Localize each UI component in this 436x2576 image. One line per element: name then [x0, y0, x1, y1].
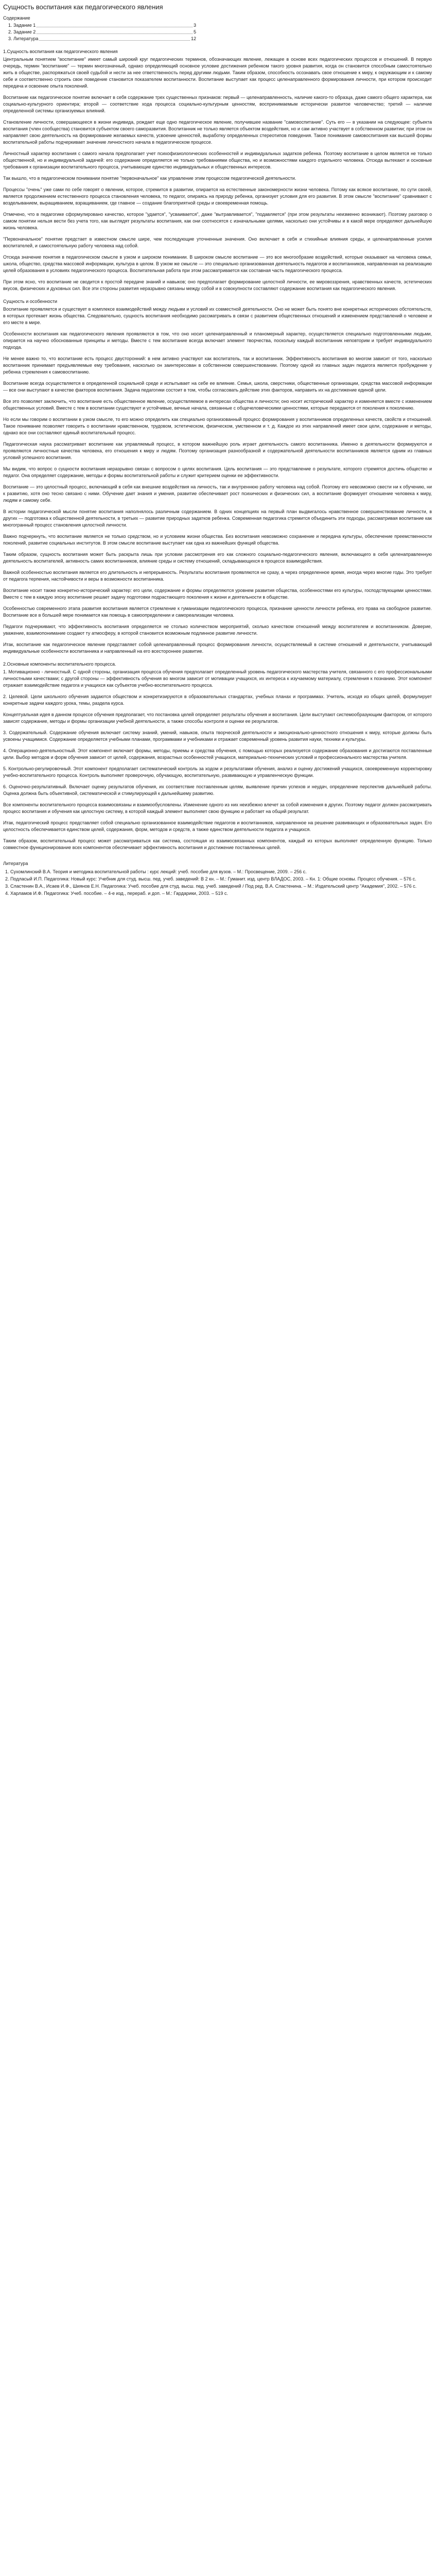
- paragraph: Личностный характер воспитания с самого начала предполагает учет психофизиологических особенностей и индивидуальных задатков ребенка. Поэтому воспитание в целом является не только общественной, но и индивидуальной задачей: его содержание определяется не только требованиями общества, но и возможностями каждого отдельного человека. Отсюда вытекают и основные требования к организации воспитательного процесса, учитывающие единство индивидуальных и общественных интересов.: [3, 151, 432, 170]
- table-of-contents: [3, 22, 432, 42]
- references-list: [3, 869, 432, 897]
- paragraph: Таким образом, воспитательный процесс может рассматриваться как система, состоящая из взаимосвязанных компонентов, каждый из которых выполняет определенную функцию. Только совместное функционирование всех компонентов обеспечивает эффективность воспитания и достижение поставленных целей.: [3, 838, 432, 850]
- paragraph: Итак, воспитание как педагогическое явление представляет собой целенаправленный процесс формирования личности, осуществляемый в системе отношений и деятельности, учитывающий индивидуальные особенности воспитанника и направленный на его всестороннее развитие.: [3, 642, 432, 654]
- paragraph: Особенностью современного этапа развития воспитания является стремление к гуманизации педагогического процесса, признание ценности личности ребенка, его права на свободное развитие. Воспитание все в большей мере понимается как помощь в самоопределении и самореализации человека.: [3, 606, 432, 618]
- toc-entry[interactable]: [3, 36, 196, 42]
- paragraph: Важной особенностью воспитания является его длительность и непрерывность. Результаты воспитания проявляются не сразу, а через определенное время, иногда через многие годы. Это требует от педагога терпения, настойчивости и веры в возможности воспитанника.: [3, 570, 432, 582]
- paragraph: Отсюда значение понятия в педагогическом смысле в узком и широком понимании. В широком смысле воспитание — это все многообразие воздействий, которые оказывают на человека семья, школа, общество, средства массовой информации, культура в целом. В узком же смысле — это специально организованная деятельность педагогов и воспитанников, направленная на реализацию целей образования в условиях педагогического процесса. Воспитательная работа при этом рассматривается как составная часть педагогического процесса.: [3, 255, 432, 273]
- paragraph: При этом ясно, что воспитание не сводится к простой передаче знаний и навыков; оно предполагает формирование целостной личности, ее мировоззрения, нравственных качеств, эстетических вкусов, физических и духовных сил. Все эти стороны развития неразрывно связаны между собой и в совокупности составляют содержание воспитания как педагогического явления.: [3, 279, 432, 291]
- section-heading: 2.Основные компоненты воспитательного процесса.: [3, 662, 116, 667]
- paragraph: Процессы "очень" уже сами по себе говорят о явлении, которое, стремится в развитии, опирается на естественные закономерности жизни человека. Потому как всякое воспитание, по сути своей, является продолжением естественного процесса становления человека, то педагог, опираясь на природу ребенка, организует условия для его развития. В этом смысле "воспитание" сравнивают с возделыванием, выращиванием, взращиванием, где главное — создание благоприятной среды и своевременная помощь.: [3, 187, 432, 206]
- paragraph: Воспитание как педагогическое понятие включает в себя содержание трех существенных признаков: первый — целенаправленность, наличие какого-то образца, даже самого общего характера, как социально-культурного ориентира; второй — соответствие хода процесса социально-культурным ценностям, воспринимаемым исторически развитое человечество; третий — наличие определенной системы организуемых влияний.: [3, 95, 432, 113]
- toc-entry-label: 3. Литература: [8, 36, 39, 41]
- paragraph: Воспитание всегда осуществляется в определенной социальной среде и испытывает на себе ее влияние. Семья, школа, сверстники, общественные организации, средства массовой информации — все они выступают в качестве факторов воспитания. Задача педагогики состоит в том, чтобы согласовать действие этих факторов, направить их на достижение единой цели.: [3, 381, 432, 393]
- paragraph: В истории педагогической мысли понятие воспитания наполнялось различным содержанием. В одних концепциях на первый план выдвигалось нравственное совершенствование личности, в других — подготовка к общественной деятельности, в третьих — развитие природных задатков ребенка. Современная педагогика стремится объединить эти подходы, рассматривая воспитание как многогранный процесс становления целостной личности.: [3, 509, 432, 528]
- paragraph: Важно подчеркнуть, что воспитание является не только средством, но и условием жизни общества. Без воспитания невозможно сохранение и передача культуры, обеспечение преемственности поколений, развитие социальных институтов. В этом смысле воспитание выступает как одна из важнейших функций общества.: [3, 534, 432, 546]
- toc-heading: Содержание: [3, 15, 30, 21]
- toc-leader-dots: [39, 40, 190, 41]
- paragraph: 5. Контрольно-регулировочный. Этот компонент предполагает систематический контроль за ходом и результатами обучения, анализ и оценку достижений учащихся, своевременную корректировку учебно-воспитательного процесса. Контроль выполняет проверочную, обучающую, воспитательную, развивающую и управленческую функции.: [3, 766, 432, 778]
- paragraph: Так вышло, что в педагогическом понимании понятие "первоначальное" как управление этим процессом педагогической деятельности.: [3, 176, 297, 181]
- paragraph: Концептуальная идея в данном процессе обучения предполагает, что постановка целей определяет результаты обучения и воспитания. Цели выступают системообразующим фактором, от которого зависят содержание, методы и формы организации учебной деятельности, а также способы контроля и оценки ее результатов.: [3, 712, 432, 724]
- toc-entry[interactable]: [3, 22, 196, 29]
- paragraph: 6. Оценочно-результативный. Включает оценку результатов обучения, их соответствие поставленным целям, выявление причин успехов и неудач, определение перспектив дальнейшей работы. Оценка должна быть объективной, систематической и стимулирующей к дальнейшему развитию.: [3, 784, 432, 796]
- reference-item: 3. Сластенин В.А., Исаев И.Ф., Шиянов Е.Н. Педагогика: Учеб. пособие для студ. высш. пед. учеб. заведений / Под ред. В.А. Сластенина. – М.: Издательский центр "Академия", 2002. – 576 с.: [10, 883, 432, 890]
- toc-entry-label: 2. Задание 2: [8, 29, 36, 35]
- toc-leader-dots: [37, 33, 193, 34]
- reference-item: 1. Сухомлинский В.А. Теория и методика воспитательной работы : курс лекций: учеб. пособие для вузов. – М.: Просвещение, 2009. – 256 с.: [10, 869, 432, 875]
- paragraph: Воспитание носит также конкретно-исторический характер: его цели, содержание и формы определяются уровнем развития общества, особенностями его культуры, господствующими ценностями. Вместе с тем в каждую эпоху воспитание решает задачу подготовки подрастающего поколения к жизни и деятельности в обществе.: [3, 588, 432, 600]
- paragraph: "Первоначальное" понятие предстает в известном смысле шире, чем последующие уточненные значения. Оно включает в себя и стихийные влияния среды, и целенаправленные усилия воспитателей, и самостоятельную работу человека над собой.: [3, 236, 432, 248]
- toc-entry[interactable]: [3, 29, 196, 36]
- paragraph: 4. Операционно-деятельностный. Этот компонент включает формы, методы, приемы и средства обучения, с помощью которых реализуется содержание образования и достигаются поставленные цели. Выбор методов и форм обучения зависит от целей, содержания, возрастных особенностей учащихся, материально-технических условий и профессионального мастерства учителя.: [3, 748, 432, 760]
- paragraph: Не менее важно то, что воспитание есть процесс двусторонний: в нем активно участвуют как воспитатель, так и воспитанник. Эффективность воспитания во многом зависит от того, насколько воспитанник принимает предъявляемые ему требования, насколько он заинтересован в собственном совершенствовании. Поэтому одной из главных задач педагога является пробуждение у ребенка стремления к самовоспитанию.: [3, 356, 432, 375]
- reference-item: 2. Подласый И.П. Педагогика: Новый курс: Учебник для студ. высш. пед. учеб. заведений: В 2 кн. – М.: Гуманит. изд. центр ВЛАДОС, 2003. – Кн. 1: Общие основы. Процесс обучения. – 576 с.: [10, 876, 432, 883]
- paragraph: Центральным понятием "воспитание" имеет самый широкий круг педагогических терминов, обозначающих явление, лежащее в основе всех педагогических процессов и отношений. В первую очередь, термин "воспитание" — термин многозначный, однако определяющий основное условие достижения ребенком такого уровня развития, когда он становится способным самостоятельно жить в обществе, распоряжаться своей судьбой и нести за нее ответственность перед другими людьми. Таким образом, способность осознавать свое отношение к миру, к окружающим и к самому себе и соответственно строить свое поведение становится показателем воспитанности. Воспитание выступает как процесс целенаправленного формирования личности, при котором происходит передача и освоение опыта поколений.: [3, 57, 432, 89]
- paragraph: Отмечено, что в педагогике сформулировано качество, которое "удается", "усваивается", даже "вытравливается", "подавляется" (при этом результаты неизменно возникают). Поэтому разговор о самом понятии нельзя вести без учета того, как выглядят результаты воспитания, как они соотносятся с изначальными целями, насколько они устойчивы и в какой мере определяют дальнейшую жизнь человека.: [3, 212, 432, 230]
- section-heading: Сущность и особенности: [3, 299, 57, 304]
- reference-item: 4. Харламов И.Ф. Педагогика: Учеб. пособие. – 4-е изд., перераб. и доп. – М.: Гардарики, 2003. – 519 с.: [10, 890, 432, 897]
- document: [3, 0, 432, 897]
- paragraph: Особенности воспитания как педагогического явления проявляются в том, что оно носит целенаправленный и планомерный характер, осуществляется специально подготовленными людьми, опирается на научно обоснованные принципы и методы. Вместе с тем воспитание всегда включает элемент творчества, поскольку каждый воспитанник неповторим и требует индивидуального подхода.: [3, 331, 432, 350]
- paragraph: 3. Содержательный. Содержание обучения включает систему знаний, умений, навыков, опыта творческой деятельности и эмоционально-ценностного отношения к миру, которые должны быть усвоены учащимися. Содержание определяется учебными планами, программами и учебниками и отражает современный уровень развития науки, техники и культуры.: [3, 730, 432, 742]
- toc-entry-page: 3: [193, 23, 196, 28]
- toc-entry-label: 1. Задание 1: [8, 23, 36, 28]
- toc-entry-page: 5: [193, 29, 196, 35]
- paragraph: Воспитание проявляется и существует в комплексе взаимодействий между людьми и условий их совместной деятельности. Оно не может быть понято вне конкретных исторических обстоятельств, в которых протекает жизнь общества. Следовательно, сущность воспитания необходимо рассматривать в связи с развитием общественных отношений и изменением представлений о человеке и его месте в мире.: [3, 307, 432, 325]
- paragraph: Все это позволяет заключить, что воспитание есть общественное явление, осуществляемое в интересах общества и личности; оно носит исторический характер и изменяется вместе с изменением общественных условий. Вместе с тем в воспитании существуют и устойчивые, вечные начала, связанные с общечеловеческими ценностями, которые передаются от поколения к поколению.: [3, 399, 432, 411]
- paragraph: Таким образом, сущность воспитания может быть раскрыта лишь при условии рассмотрения его как сложного социально-педагогического явления, включающего в себя целенаправленную деятельность воспитателей, активность самих воспитанников, влияние среды и систему отношений, складывающихся в процессе взаимодействия.: [3, 552, 432, 564]
- section-heading: 1.Сущность воспитания как педагогического явления: [3, 49, 118, 54]
- paragraph: Мы видим, что вопрос о сущности воспитания неразрывно связан с вопросом о целях воспитания. Цель воспитания — это представление о результате, которого стремятся достичь общество и педагог. Она определяет содержание, методы и формы воспитательной работы и служит критерием оценки ее эффективности.: [3, 466, 432, 478]
- toc-entry-page: 12: [190, 36, 196, 41]
- paragraph: Становление личности, совершающееся в жизни индивида, рождает еще одно педагогическое явление, получившее название "самовоспитание". Суть его — в указании на следующее: субъекта воспитания (член сообщества) становится субъектом своего саморазвития. Воспитанник не только является объектом воздействия, но и сам активно участвует в собственном развитии; при этом он направляет свою деятельность на формирование желаемых качеств, усвоение ценностей, выработку определенных стереотипов поведения. Такое понимание самовоспитания как высшей формы воспитательной работы подчеркивает значение личностного начала в педагогическом процессе.: [3, 120, 432, 145]
- document-body: [3, 48, 432, 851]
- references-heading: Литература: [3, 861, 28, 866]
- document-title: Сущность воспитания как педагогического явления: [3, 3, 163, 11]
- paragraph: Но если мы говорим о воспитании в узком смысле, то его можно определить как специально организованный процесс формирования у воспитанников определенных качеств, свойств и отношений. Такое понимание позволяет говорить о воспитании нравственном, трудовом, эстетическом, физическом, умственном и т. д. Каждое из этих направлений имеет свои цели, содержание и методы, однако все они составляют единый воспитательный процесс.: [3, 417, 432, 435]
- paragraph: Педагоги подчеркивают, что эффективность воспитания определяется не столько количеством мероприятий, сколько качеством отношений между воспитателем и воспитанником. Доверие, уважение, взаимопонимание создают ту атмосферу, в которой становится возможным подлинное развитие личности.: [3, 624, 432, 636]
- paragraph: 2. Целевой. Цели школьного обучения задаются обществом и конкретизируются в образовательных стандартах, учебных планах и программах. Учитель, исходя из общих целей, формулирует конкретные задачи каждого урока, темы, раздела курса.: [3, 694, 432, 706]
- paragraph: Воспитание — это целостный процесс, включающий в себя как внешние воздействия на личность, так и внутреннюю работу человека над собой. Поэтому его невозможно свести ни к обучению, ни к развитию, хотя оно тесно связано с ними. Обучение дает знания и умения, развитие обеспечивает рост психических и физических сил, а воспитание формирует отношение человека к миру, людям и самому себе.: [3, 484, 432, 503]
- paragraph: 1. Мотивационно - личностный. С одной стороны, организация процесса обучения предполагает определенный уровень педагогического мастерства учителя, связанного с его профессиональными личностными качествами; с другой стороны — эффективность обучения во многом зависит от мотивации учащихся, их интереса к изучаемому материалу, стремления к познанию. Этот компонент отражает взаимодействие педагога и учащихся как субъектов учебно-воспитательного процесса.: [3, 669, 432, 688]
- paragraph: Все компоненты воспитательного процесса взаимосвязаны и взаимообусловлены. Изменение одного из них неизбежно влечет за собой изменения в других. Поэтому педагог должен рассматривать процесс воспитания и обучения как целостную систему, в которой каждый элемент выполняет свою функцию и работает на общий результат.: [3, 802, 432, 814]
- paragraph: Итак, педагогический процесс представляет собой специально организованное взаимодействие педагогов и воспитанников, направленное на решение развивающих и образовательных задач. Его целостность обеспечивается единством целей, содержания, форм, методов и средств, а также единством деятельности педагога и учащихся.: [3, 820, 432, 832]
- paragraph: Педагогическая наука рассматривает воспитание как управляемый процесс, в котором важнейшую роль играет деятельность самого воспитанника. Именно в деятельности формируются и проявляются личностные качества человека, его отношения к миру и людям. Поэтому организация разнообразной и содержательной деятельности воспитанников является одним из главных условий успешного воспитания.: [3, 442, 432, 460]
